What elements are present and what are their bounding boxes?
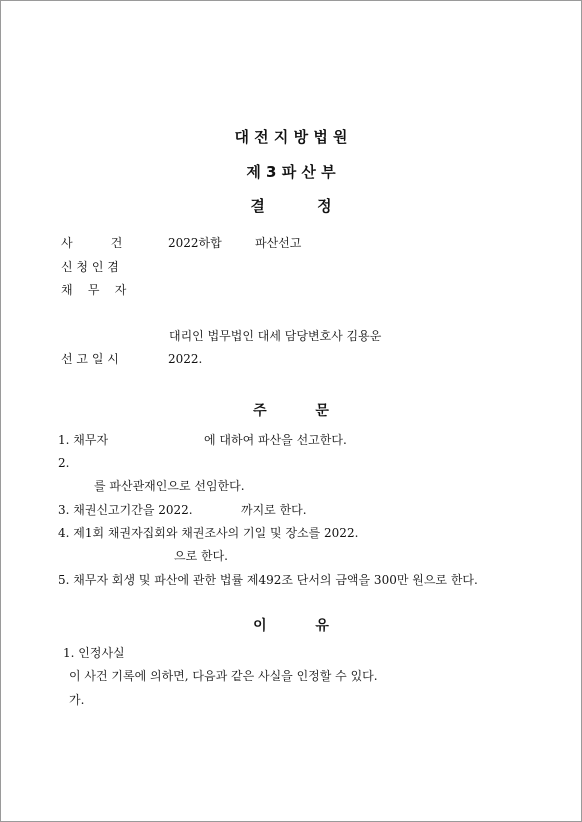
order-item-4-label: 4. 제1회 채권자집회와 채권조사의 기일 및 장소를 2022.	[58, 526, 359, 540]
case-label: 사 건	[61, 236, 123, 250]
case-name: 파산선고	[255, 236, 302, 250]
reasons-section-1: 1. 인정사실	[63, 646, 125, 660]
document-type: 결 정	[250, 197, 332, 215]
order-item-4-text: 으로 한다.	[174, 549, 228, 563]
court-name: 대 전 지 방 법 원	[234, 128, 348, 146]
order-item-1-text: 에 대하여 파산을 선고한다.	[204, 433, 347, 447]
order-item-2-text: 를 파산관재인으로 선임한다.	[94, 479, 245, 493]
reasons-item-ga: 가.	[69, 693, 85, 707]
representative: 대리인 법무법인 대세 담당변호사 김용운	[169, 329, 382, 343]
order-item-2-label: 2.	[58, 456, 70, 470]
order-heading: 주 문	[253, 403, 329, 419]
order-item-3-label: 3. 채권신고기간을 2022.	[58, 503, 193, 517]
date-label: 선 고 일 시	[61, 352, 119, 366]
date-value: 2022.	[168, 352, 203, 366]
debtor-label: 채 무 자	[61, 283, 127, 297]
order-item-1-label: 1. 채무자	[58, 433, 109, 447]
division-name: 제 3 파 산 부	[246, 163, 336, 181]
order-item-5: 5. 채무자 회생 및 파산에 관한 법률 제492조 단서의 금액을 300만 원으로 한다.	[58, 573, 478, 587]
applicant-label: 신 청 인 겸	[61, 260, 119, 274]
order-item-3-text: 까지로 한다.	[241, 503, 307, 517]
case-number: 2022하합	[168, 236, 222, 250]
reasons-sentence: 이 사건 기록에 의하면, 다음과 같은 사실을 인정할 수 있다.	[69, 669, 378, 683]
reasons-heading: 이 유	[253, 618, 329, 634]
